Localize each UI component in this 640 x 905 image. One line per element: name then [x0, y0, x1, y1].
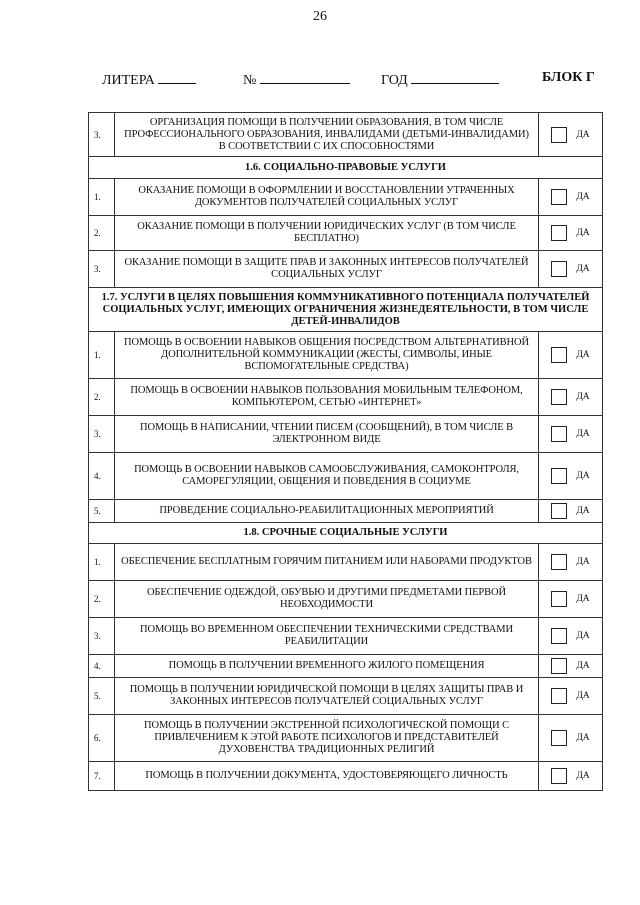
- service-row: [89, 581, 603, 618]
- answer-cell: [539, 678, 603, 715]
- answer-cell: [539, 113, 603, 157]
- section-title: 1.8. СРОЧНЫЕ СОЦИАЛЬНЫЕ УСЛУГИ: [89, 523, 603, 544]
- answer-cell: [539, 179, 603, 216]
- service-description: ОБЕСПЕЧЕНИЕ БЕСПЛАТНЫМ ГОРЯЧИМ ПИТАНИЕМ ИЛИ НАБОРАМИ ПРОДУКТОВ: [115, 544, 539, 581]
- yes-label: ДА: [576, 691, 590, 701]
- answer-group: [539, 127, 602, 143]
- service-description: ПОМОЩЬ В НАПИСАНИИ, ЧТЕНИИ ПИСЕМ (СООБЩЕНИЙ), В ТОМ ЧИСЛЕ В ЭЛЕКТРОННОМ ВИДЕ: [115, 416, 539, 453]
- yes-label: ДА: [576, 594, 590, 604]
- answer-cell: [539, 379, 603, 416]
- yes-checkbox[interactable]: [551, 730, 567, 746]
- yes-label: ДА: [576, 192, 590, 202]
- answer-group: [539, 426, 602, 442]
- answer-cell: [539, 618, 603, 655]
- section-header-row: [89, 288, 603, 332]
- yes-checkbox[interactable]: [551, 225, 567, 241]
- section-title: 1.7. УСЛУГИ В ЦЕЛЯХ ПОВЫШЕНИЯ КОММУНИКАТИВНОГО ПОТЕНЦИАЛА ПОЛУЧАТЕЛЕЙ СОЦИАЛЬНЫХ УСЛУГ, ИМЕЮЩИХ ОГРАНИЧЕНИЯ ЖИЗНЕДЕЯТЕЛЬНОСТИ, В ТОМ ЧИСЛЕ ДЕТЕЙ-ИНВАЛИДОВ: [89, 288, 603, 332]
- yes-label: ДА: [576, 228, 590, 238]
- section-title: 1.6. СОЦИАЛЬНО-ПРАВОВЫЕ УСЛУГИ: [89, 157, 603, 179]
- yes-checkbox[interactable]: [551, 261, 567, 277]
- yes-checkbox[interactable]: [551, 347, 567, 363]
- service-row: [89, 416, 603, 453]
- yes-checkbox[interactable]: [551, 591, 567, 607]
- service-description: ОКАЗАНИЕ ПОМОЩИ В ПОЛУЧЕНИИ ЮРИДИЧЕСКИХ УСЛУГ (В ТОМ ЧИСЛЕ БЕСПЛАТНО): [115, 216, 539, 251]
- answer-cell: [539, 581, 603, 618]
- service-description: ПОМОЩЬ ВО ВРЕМЕННОМ ОБЕСПЕЧЕНИИ ТЕХНИЧЕСКИМИ СРЕДСТВАМИ РЕАБИЛИТАЦИИ: [115, 618, 539, 655]
- service-description: ОБЕСПЕЧЕНИЕ ОДЕЖДОЙ, ОБУВЬЮ И ДРУГИМИ ПРЕДМЕТАМИ ПЕРВОЙ НЕОБХОДИМОСТИ: [115, 581, 539, 618]
- service-row: [89, 216, 603, 251]
- service-row: [89, 618, 603, 655]
- item-number: 7.: [89, 762, 115, 791]
- answer-group: [539, 189, 602, 205]
- item-number: 2.: [89, 379, 115, 416]
- answer-group: [539, 730, 602, 746]
- yes-checkbox[interactable]: [551, 658, 567, 674]
- yes-label: ДА: [576, 471, 590, 481]
- service-description: ПОМОЩЬ В ПОЛУЧЕНИИ ЮРИДИЧЕСКОЙ ПОМОЩИ В ЦЕЛЯХ ЗАЩИТЫ ПРАВ И ЗАКОННЫХ ИНТЕРЕСОВ ПОЛУЧАТЕЛЕЙ СОЦИАЛЬНЫХ УСЛУГ: [115, 678, 539, 715]
- number-field[interactable]: [260, 70, 350, 84]
- yes-checkbox[interactable]: [551, 127, 567, 143]
- yes-checkbox[interactable]: [551, 768, 567, 784]
- year-label: ГОД: [381, 73, 408, 88]
- answer-cell: [539, 332, 603, 379]
- form-header: [102, 70, 602, 90]
- answer-group: [539, 688, 602, 704]
- item-number: 4.: [89, 453, 115, 500]
- yes-checkbox[interactable]: [551, 688, 567, 704]
- service-row: [89, 113, 603, 157]
- item-number: 1.: [89, 544, 115, 581]
- answer-cell: [539, 216, 603, 251]
- yes-checkbox[interactable]: [551, 628, 567, 644]
- service-row: [89, 500, 603, 523]
- yes-checkbox[interactable]: [551, 189, 567, 205]
- answer-group: [539, 503, 602, 519]
- service-description: ПОМОЩЬ В ПОЛУЧЕНИИ ВРЕМЕННОГО ЖИЛОГО ПОМЕЩЕНИЯ: [115, 655, 539, 678]
- answer-cell: [539, 655, 603, 678]
- service-description: ПОМОЩЬ В ОСВОЕНИИ НАВЫКОВ ОБЩЕНИЯ ПОСРЕДСТВОМ АЛЬТЕРНАТИВНОЙ ДОПОЛНИТЕЛЬНОЙ КОММУНИКАЦИИ (ЖЕСТЫ, СИМВОЛЫ, ИНЫЕ ВСПОМОГАТЕЛЬНЫЕ СРЕДСТВА): [115, 332, 539, 379]
- answer-cell: [539, 500, 603, 523]
- service-description: ПОМОЩЬ В ОСВОЕНИИ НАВЫКОВ САМООБСЛУЖИВАНИЯ, САМОКОНТРОЛЯ, САМОРЕГУЛЯЦИИ, ОБЩЕНИЯ И ПОВЕДЕНИЯ В СОЦИУМЕ: [115, 453, 539, 500]
- item-number: 4.: [89, 655, 115, 678]
- service-row: [89, 762, 603, 791]
- item-number: 6.: [89, 715, 115, 762]
- service-description: ОКАЗАНИЕ ПОМОЩИ В ЗАЩИТЕ ПРАВ И ЗАКОННЫХ ИНТЕРЕСОВ ПОЛУЧАТЕЛЕЙ СОЦИАЛЬНЫХ УСЛУГ: [115, 251, 539, 288]
- service-row: [89, 715, 603, 762]
- yes-label: ДА: [576, 733, 590, 743]
- answer-group: [539, 468, 602, 484]
- service-row: [89, 379, 603, 416]
- item-number: 5.: [89, 500, 115, 523]
- yes-label: ДА: [576, 661, 590, 671]
- service-row: [89, 453, 603, 500]
- item-number: 2.: [89, 581, 115, 618]
- yes-checkbox[interactable]: [551, 554, 567, 570]
- item-number: 1.: [89, 332, 115, 379]
- answer-cell: [539, 715, 603, 762]
- services-table: [88, 112, 603, 791]
- answer-cell: [539, 544, 603, 581]
- yes-label: ДА: [576, 129, 590, 140]
- answer-group: [539, 591, 602, 607]
- yes-label: ДА: [576, 771, 590, 781]
- yes-label: ДА: [576, 506, 590, 516]
- yes-checkbox[interactable]: [551, 503, 567, 519]
- item-number: 1.: [89, 179, 115, 216]
- service-row: [89, 678, 603, 715]
- litera-label: ЛИТЕРА: [102, 73, 155, 88]
- yes-label: ДА: [576, 631, 590, 641]
- answer-group: [539, 628, 602, 644]
- service-description: ПОМОЩЬ В ОСВОЕНИИ НАВЫКОВ ПОЛЬЗОВАНИЯ МОБИЛЬНЫМ ТЕЛЕФОНОМ, КОМПЬЮТЕРОМ, СЕТЬЮ «ИНТЕРНЕТ»: [115, 379, 539, 416]
- yes-label: ДА: [576, 429, 590, 439]
- section-header-row: [89, 157, 603, 179]
- item-number: 3.: [89, 251, 115, 288]
- service-row: [89, 332, 603, 379]
- service-description: ПОМОЩЬ В ПОЛУЧЕНИИ ЭКСТРЕННОЙ ПСИХОЛОГИЧЕСКОЙ ПОМОЩИ С ПРИВЛЕЧЕНИЕМ К ЭТОЙ РАБОТЕ ПСИХОЛОГОВ И ПРЕДСТАВИТЕЛЕЙ ДУХОВЕНСТВА ТРАДИЦИОННЫХ РЕЛИГИЙ: [115, 715, 539, 762]
- answer-cell: [539, 453, 603, 500]
- service-row: [89, 544, 603, 581]
- yes-label: ДА: [576, 264, 590, 274]
- service-row: [89, 179, 603, 216]
- answer-group: [539, 389, 602, 405]
- service-description: ОКАЗАНИЕ ПОМОЩИ В ОФОРМЛЕНИИ И ВОССТАНОВЛЕНИИ УТРАЧЕННЫХ ДОКУМЕНТОВ ПОЛУЧАТЕЛЕЙ СОЦИАЛЬНЫХ УСЛУГ: [115, 179, 539, 216]
- block-label: БЛОК Г: [542, 70, 595, 85]
- answer-cell: [539, 416, 603, 453]
- yes-label: ДА: [576, 350, 590, 360]
- answer-group: [539, 261, 602, 277]
- service-description: ПОМОЩЬ В ПОЛУЧЕНИИ ДОКУМЕНТА, УДОСТОВЕРЯЮЩЕГО ЛИЧНОСТЬ: [115, 762, 539, 791]
- item-number: 2.: [89, 216, 115, 251]
- item-number: 5.: [89, 678, 115, 715]
- service-row: [89, 251, 603, 288]
- number-label: №: [243, 73, 257, 88]
- service-description: ПРОВЕДЕНИЕ СОЦИАЛЬНО-РЕАБИЛИТАЦИОННЫХ МЕРОПРИЯТИЙ: [115, 500, 539, 523]
- yes-checkbox[interactable]: [551, 389, 567, 405]
- yes-checkbox[interactable]: [551, 426, 567, 442]
- answer-group: [539, 225, 602, 241]
- page-number: 26: [313, 9, 327, 24]
- yes-label: ДА: [576, 557, 590, 567]
- answer-group: [539, 554, 602, 570]
- answer-cell: [539, 762, 603, 791]
- item-number: 3.: [89, 618, 115, 655]
- item-number: 3.: [89, 113, 115, 157]
- answer-group: [539, 658, 602, 674]
- year-field[interactable]: [411, 70, 499, 84]
- section-header-row: [89, 523, 603, 544]
- answer-cell: [539, 251, 603, 288]
- item-number: 3.: [89, 416, 115, 453]
- yes-label: ДА: [576, 392, 590, 402]
- yes-checkbox[interactable]: [551, 468, 567, 484]
- litera-field[interactable]: [158, 70, 196, 84]
- service-row: [89, 655, 603, 678]
- service-description: ОРГАНИЗАЦИЯ ПОМОЩИ В ПОЛУЧЕНИИ ОБРАЗОВАНИЯ, В ТОМ ЧИСЛЕ ПРОФЕССИОНАЛЬНОГО ОБРАЗОВАНИЯ, ИНВАЛИДАМИ (ДЕТЬМИ-ИНВАЛИДАМИ) В СООТВЕТСТВИИ С ИХ СПОСОБНОСТЯМИ: [115, 113, 539, 157]
- answer-group: [539, 768, 602, 784]
- answer-group: [539, 347, 602, 363]
